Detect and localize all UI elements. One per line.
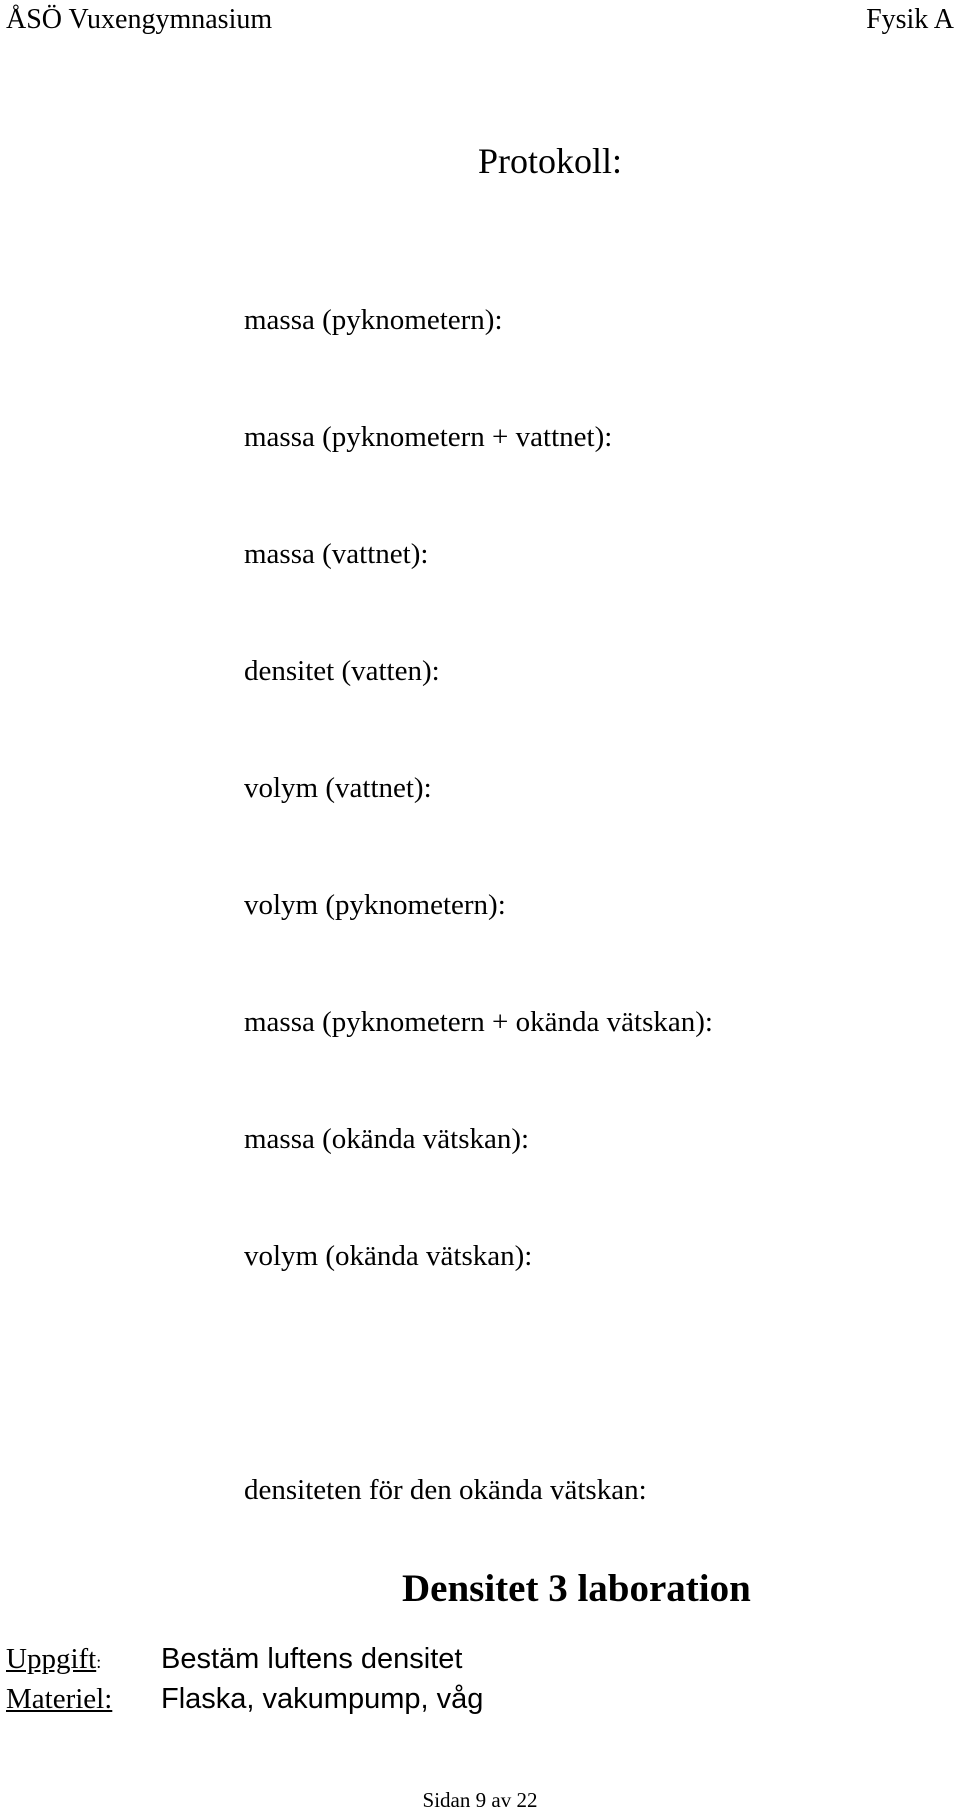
protocol-field: volym (vattnet):: [244, 772, 432, 804]
protocol-field: massa (vattnet):: [244, 538, 429, 570]
protocol-field: massa (pyknometern + vattnet):: [244, 421, 613, 453]
task-value: Bestäm luftens densitet: [161, 1643, 463, 1675]
task-label: [6, 1643, 101, 1676]
header-course: Fysik A: [866, 4, 954, 35]
material-value: Flaska, vakumpump, våg: [161, 1683, 484, 1715]
protocol-field: massa (pyknometern + okända vätskan):: [244, 1006, 713, 1038]
page-number: Sidan 9 av 22: [422, 1788, 538, 1812]
protocol-field: massa (pyknometern):: [244, 304, 503, 336]
protocol-field: volym (okända vätskan):: [244, 1240, 533, 1272]
protocol-field: massa (okända vätskan):: [244, 1123, 530, 1155]
material-label: [6, 1683, 112, 1716]
material-label-text: Materiel:: [6, 1683, 113, 1715]
task-label-text: Uppgift: [6, 1643, 97, 1675]
protocol-field: volym (pyknometern):: [244, 889, 506, 921]
task-label-colon: :: [96, 1652, 102, 1672]
protocol-result-field: densiteten för den okända vätskan:: [244, 1474, 647, 1506]
lab-title: Densitet 3 laboration: [402, 1567, 751, 1610]
header-school: ÅSÖ Vuxengymnasium: [6, 4, 273, 35]
protocol-field: densitet (vatten):: [244, 655, 440, 687]
protocol-title: Protokoll:: [478, 141, 623, 181]
